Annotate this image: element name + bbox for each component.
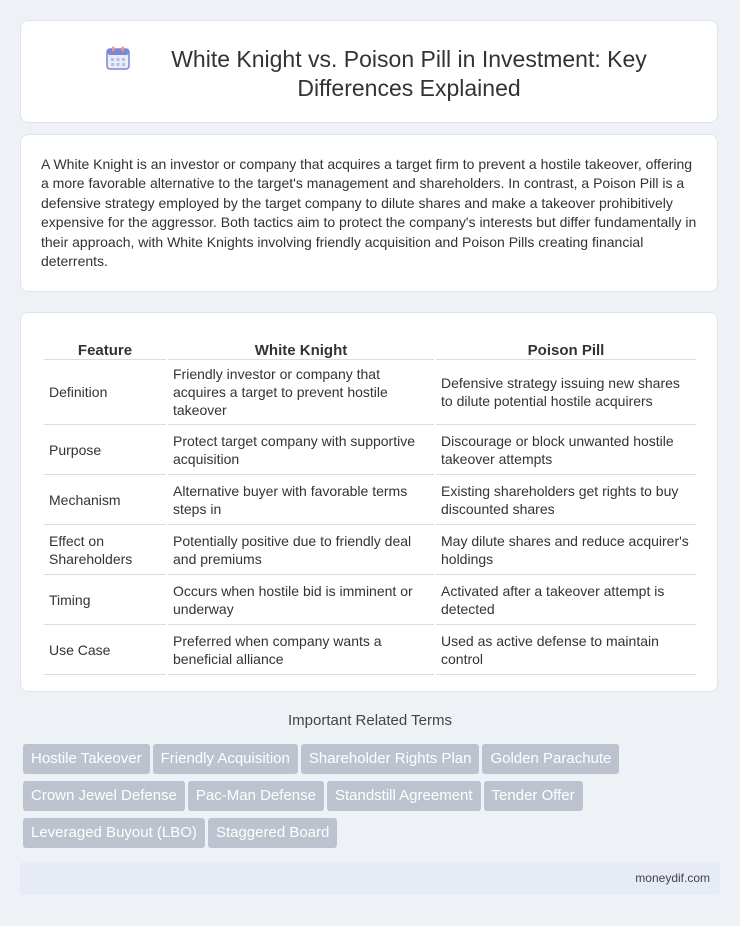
feature-cell: Timing	[44, 575, 166, 625]
white-knight-cell: Potentially positive due to friendly deal and premiums	[168, 525, 434, 575]
white-knight-cell: Occurs when hostile bid is imminent or underway	[168, 575, 434, 625]
related-terms-title: Important Related Terms	[288, 712, 452, 729]
table-row	[44, 425, 696, 475]
white-knight-cell: Alternative buyer with favorable terms steps in	[168, 475, 434, 525]
header-feature: Feature	[44, 333, 166, 360]
table-row	[44, 360, 696, 425]
tag-crown-jewel-defense[interactable]: Crown Jewel Defense	[23, 781, 185, 811]
page-title: White Knight vs. Poison Pill in Investment: Key Differences Explained	[171, 46, 647, 101]
feature-cell: Purpose	[44, 425, 166, 475]
feature-cell: Mechanism	[44, 475, 166, 525]
tag-pac-man-defense[interactable]: Pac-Man Defense	[188, 781, 324, 811]
poison-pill-cell: Discourage or block unwanted hostile takeover attempts	[436, 425, 696, 475]
tag-friendly-acquisition[interactable]: Friendly Acquisition	[153, 744, 298, 774]
tag-tender-offer[interactable]: Tender Offer	[484, 781, 583, 811]
table-header-row	[44, 333, 696, 360]
footer	[20, 862, 720, 895]
white-knight-cell: Protect target company with supportive acquisition	[168, 425, 434, 475]
comparison-card	[20, 312, 718, 692]
white-knight-cell: Preferred when company wants a beneficial alliance	[168, 625, 434, 675]
title-card	[20, 20, 718, 123]
table-row	[44, 525, 696, 575]
header-poison-pill: Poison Pill	[436, 333, 696, 360]
tag-standstill-agreement[interactable]: Standstill Agreement	[327, 781, 481, 811]
feature-cell: Definition	[44, 360, 166, 425]
table-row	[44, 575, 696, 625]
poison-pill-cell: Used as active defense to maintain control	[436, 625, 696, 675]
summary-text: A White Knight is an investor or company that acquires a target firm to prevent a hostile takeover, offering a more favorable alternative to the target's management and shareholders. In contrast, a Poison Pill is a defensive strategy employed by the target company to dilute shares and make a takeover prohibitively expensive for the aggressor. Both tactics aim to protect the company's interests but differ fundamentally in their approach, with White Knights involving friendly acquisition and Poison Pills creating financial deterrents.	[41, 156, 697, 270]
poison-pill-cell: May dilute shares and reduce acquirer's holdings	[436, 525, 696, 575]
feature-cell: Effect on Shareholders	[44, 525, 166, 575]
calendar-icon	[105, 45, 131, 71]
poison-pill-cell: Defensive strategy issuing new shares to dilute potential hostile acquirers	[436, 360, 696, 425]
poison-pill-cell: Existing shareholders get rights to buy discounted shares	[436, 475, 696, 525]
header-white-knight: White Knight	[168, 333, 434, 360]
feature-cell: Use Case	[44, 625, 166, 675]
poison-pill-cell: Activated after a takeover attempt is detected	[436, 575, 696, 625]
tag-leveraged-buyout[interactable]: Leveraged Buyout (LBO)	[23, 818, 205, 848]
related-terms-list	[23, 744, 683, 855]
tag-shareholder-rights-plan[interactable]: Shareholder Rights Plan	[301, 744, 480, 774]
tag-hostile-takeover[interactable]: Hostile Takeover	[23, 744, 150, 774]
white-knight-cell: Friendly investor or company that acquires a target to prevent hostile takeover	[168, 360, 434, 425]
footer-site[interactable]: moneydif.com	[635, 871, 710, 885]
comparison-table	[42, 333, 698, 675]
summary-card	[20, 134, 718, 292]
table-row	[44, 475, 696, 525]
table-row	[44, 625, 696, 675]
tag-golden-parachute[interactable]: Golden Parachute	[482, 744, 619, 774]
tag-staggered-board[interactable]: Staggered Board	[208, 818, 337, 848]
